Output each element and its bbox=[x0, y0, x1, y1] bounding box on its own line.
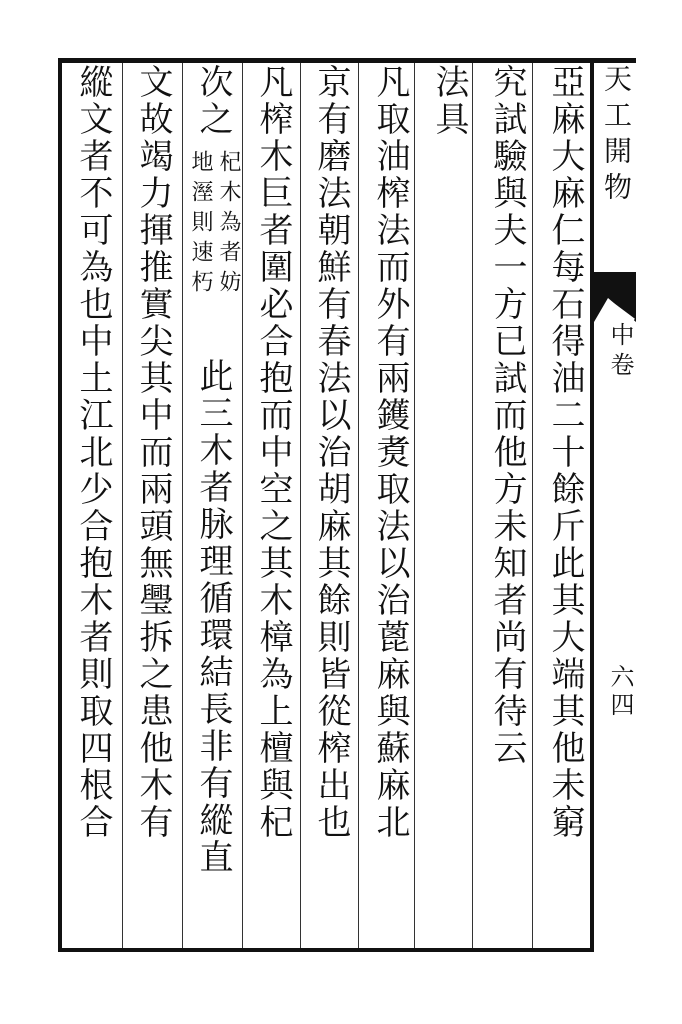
frame-right-rule bbox=[590, 58, 594, 952]
text-column-7-head: 次之 bbox=[193, 64, 233, 138]
interlinear-note-right: 杞木為者妨 bbox=[216, 150, 241, 300]
frame-top-rule bbox=[58, 58, 636, 63]
fishtail-mark-icon bbox=[594, 272, 636, 322]
text-column-3: 法具 bbox=[429, 64, 469, 138]
column-divider bbox=[122, 63, 123, 948]
margin-book-title: 天工開物 bbox=[600, 64, 633, 208]
column-divider bbox=[414, 63, 415, 948]
interlinear-note-left: 地溼則速朽 bbox=[188, 150, 213, 300]
column-divider bbox=[182, 63, 183, 948]
margin-volume: 中卷 bbox=[606, 322, 634, 382]
text-column-1: 亞麻大麻仁每石得油二十餘斤此其大端其他未窮 bbox=[545, 64, 585, 841]
frame-bottom-rule bbox=[58, 948, 592, 952]
column-divider bbox=[472, 63, 473, 948]
margin-page-number: 六四 bbox=[606, 664, 634, 720]
text-column-8: 文故竭力揮推實尖其中而兩頭無璺拆之患他木有 bbox=[133, 64, 173, 841]
text-column-9: 縱文者不可為也中土江北少合抱木者則取四根合 bbox=[73, 64, 113, 841]
column-divider bbox=[242, 63, 243, 948]
text-column-4: 凡取油榨法而外有兩鑊煑取法以治蓖麻與蘇麻北 bbox=[370, 64, 410, 841]
column-divider bbox=[532, 63, 533, 948]
text-column-7-tail: 此三木者脉理循環結長非有縱直 bbox=[193, 358, 233, 876]
text-column-2: 究試驗與夫一方已試而他方未知者尚有待云 bbox=[487, 64, 527, 767]
text-column-5: 京有磨法朝鮮有春法以治胡麻其餘則皆從榨出也 bbox=[311, 64, 351, 841]
frame-left-rule bbox=[58, 58, 62, 952]
column-divider bbox=[300, 63, 301, 948]
text-column-6: 凡榨木巨者圍必合抱而中空之其木樟為上檀與杞 bbox=[253, 64, 293, 841]
column-divider bbox=[358, 63, 359, 948]
